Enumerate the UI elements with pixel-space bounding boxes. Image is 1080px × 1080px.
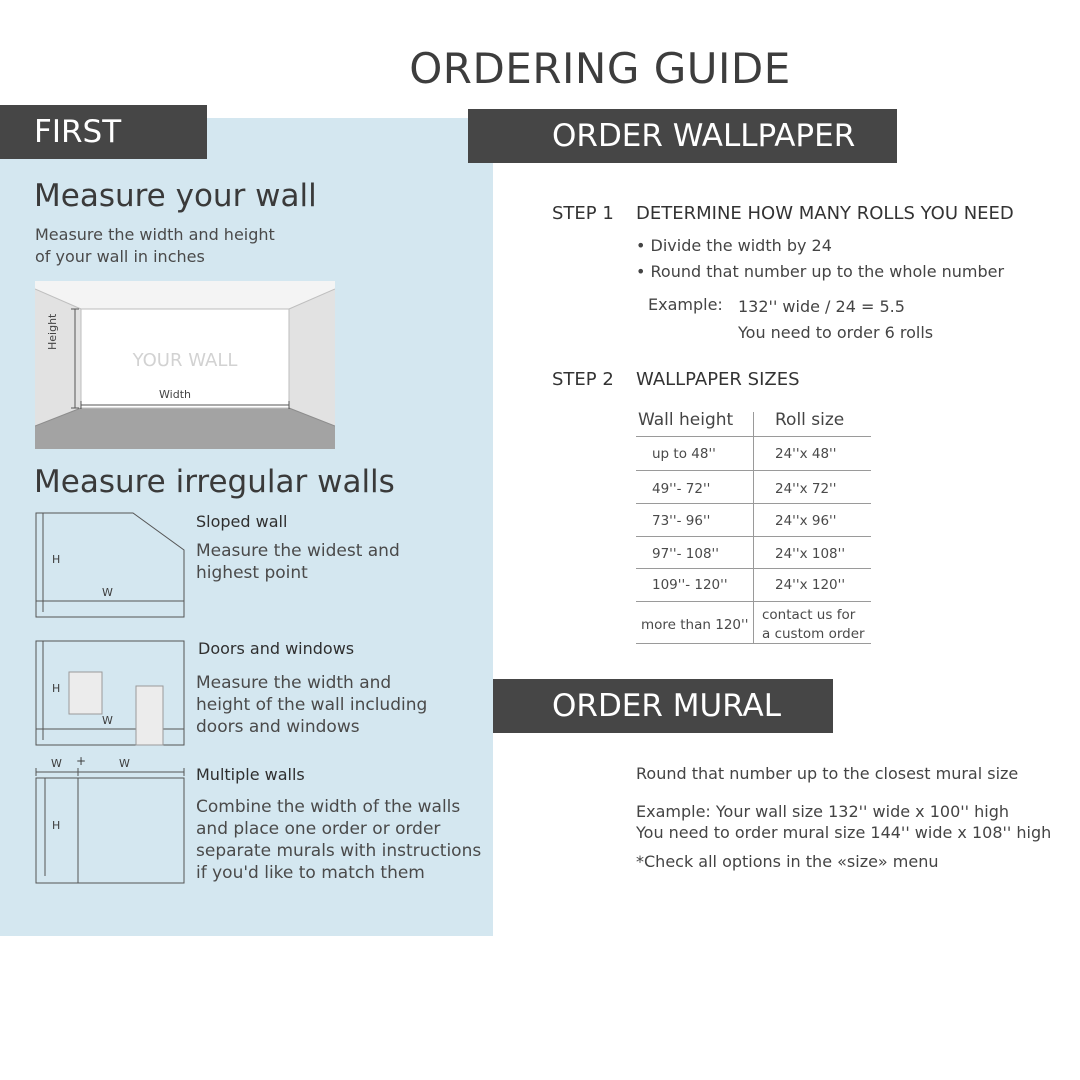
multiple-w1-label: W: [51, 757, 62, 770]
width-label: Width: [159, 388, 191, 401]
first-tag: FIRST: [0, 105, 207, 159]
table-row-6-size-2: a custom order: [762, 626, 865, 642]
order-wallpaper-tag: ORDER WALLPAPER: [468, 109, 897, 163]
step2-label: STEP 2: [552, 369, 614, 390]
height-label: Height: [46, 313, 59, 350]
sloped-text-2: highest point: [196, 563, 308, 583]
table-row-6-size-1: contact us for: [762, 607, 856, 623]
table-row-6-height: more than 120'': [641, 617, 749, 633]
table-row-4-height: 97''- 108'': [652, 546, 719, 562]
table-row-divider: [636, 436, 871, 437]
table-row-5-size: 24''x 120'': [775, 577, 846, 593]
table-row-3-height: 73''- 96'': [652, 513, 711, 529]
multiple-text-2: and place one order or order: [196, 819, 441, 839]
doors-text-3: doors and windows: [196, 717, 360, 737]
mural-note: *Check all options in the «size» menu: [636, 852, 939, 871]
irregular-heading: Measure irregular walls: [34, 464, 395, 500]
step1-example-line-2: You need to order 6 rolls: [738, 323, 934, 342]
measure-wall-text-1: Measure the width and height: [35, 225, 275, 244]
multiple-w2-label: W: [119, 757, 130, 770]
order-mural-tag: ORDER MURAL: [493, 679, 833, 733]
step1-bullet-2: • Round that number up to the whole number: [636, 262, 1005, 281]
measure-wall-text-2: of your wall in inches: [35, 247, 205, 266]
sloped-w-label: W: [102, 586, 113, 599]
mural-example-1: Example: Your wall size 132'' wide x 100'' high: [636, 802, 1010, 821]
table-row-divider: [636, 601, 871, 602]
step1-example-label: Example:: [648, 295, 723, 314]
table-row-2-height: 49''- 72'': [652, 481, 711, 497]
table-row-5-height: 109''- 120'': [652, 577, 728, 593]
sloped-title: Sloped wall: [196, 512, 288, 531]
sloped-text-1: Measure the widest and: [196, 541, 400, 561]
page-title: ORDERING GUIDE: [409, 44, 791, 93]
doors-title: Doors and windows: [198, 639, 355, 658]
sloped-h-label: H: [52, 553, 61, 566]
step1-title: DETERMINE HOW MANY ROLLS YOU NEED: [636, 203, 1014, 224]
table-row-divider: [636, 568, 871, 569]
doors-w-label: W: [102, 714, 113, 727]
measure-wall-heading: Measure your wall: [34, 178, 317, 214]
mural-line-1: Round that number up to the closest mural size: [636, 764, 1019, 783]
table-row-divider: [636, 470, 871, 471]
multiple-text-3: separate murals with instructions: [196, 841, 482, 861]
step1-bullet-1: • Divide the width by 24: [636, 236, 832, 255]
your-wall-label: YOUR WALL: [132, 350, 238, 371]
table-row-divider: [636, 643, 871, 644]
multiple-text-1: Combine the width of the walls: [196, 797, 461, 817]
table-row-4-size: 24''x 108'': [775, 546, 846, 562]
multiple-text-4: if you'd like to match them: [196, 863, 425, 883]
doors-text-1: Measure the width and: [196, 673, 392, 693]
table-row-divider: [636, 503, 871, 504]
table-header-wall-height: Wall height: [638, 410, 734, 430]
table-row-3-size: 24''x 96'': [775, 513, 837, 529]
table-row-2-size: 24''x 72'': [775, 481, 837, 497]
step2-title: WALLPAPER SIZES: [636, 369, 800, 390]
table-row-1-height: up to 48'': [652, 446, 716, 462]
doors-text-2: height of the wall including: [196, 695, 428, 715]
table-header-roll-size: Roll size: [775, 410, 845, 430]
table-column-divider: [753, 412, 754, 644]
step1-label: STEP 1: [552, 203, 614, 224]
doors-h-label: H: [52, 682, 61, 695]
table-row-1-size: 24''x 48'': [775, 446, 837, 462]
sloped-wall-diagram: [35, 512, 187, 620]
table-row-divider: [636, 536, 871, 537]
multiple-plus-label: +: [76, 754, 87, 768]
multiple-title: Multiple walls: [196, 765, 305, 784]
step1-example-line-1: 132'' wide / 24 = 5.5: [738, 297, 905, 316]
multiple-h-label: H: [52, 819, 61, 832]
mural-example-2: You need to order mural size 144'' wide x 108'' high: [636, 823, 1052, 842]
